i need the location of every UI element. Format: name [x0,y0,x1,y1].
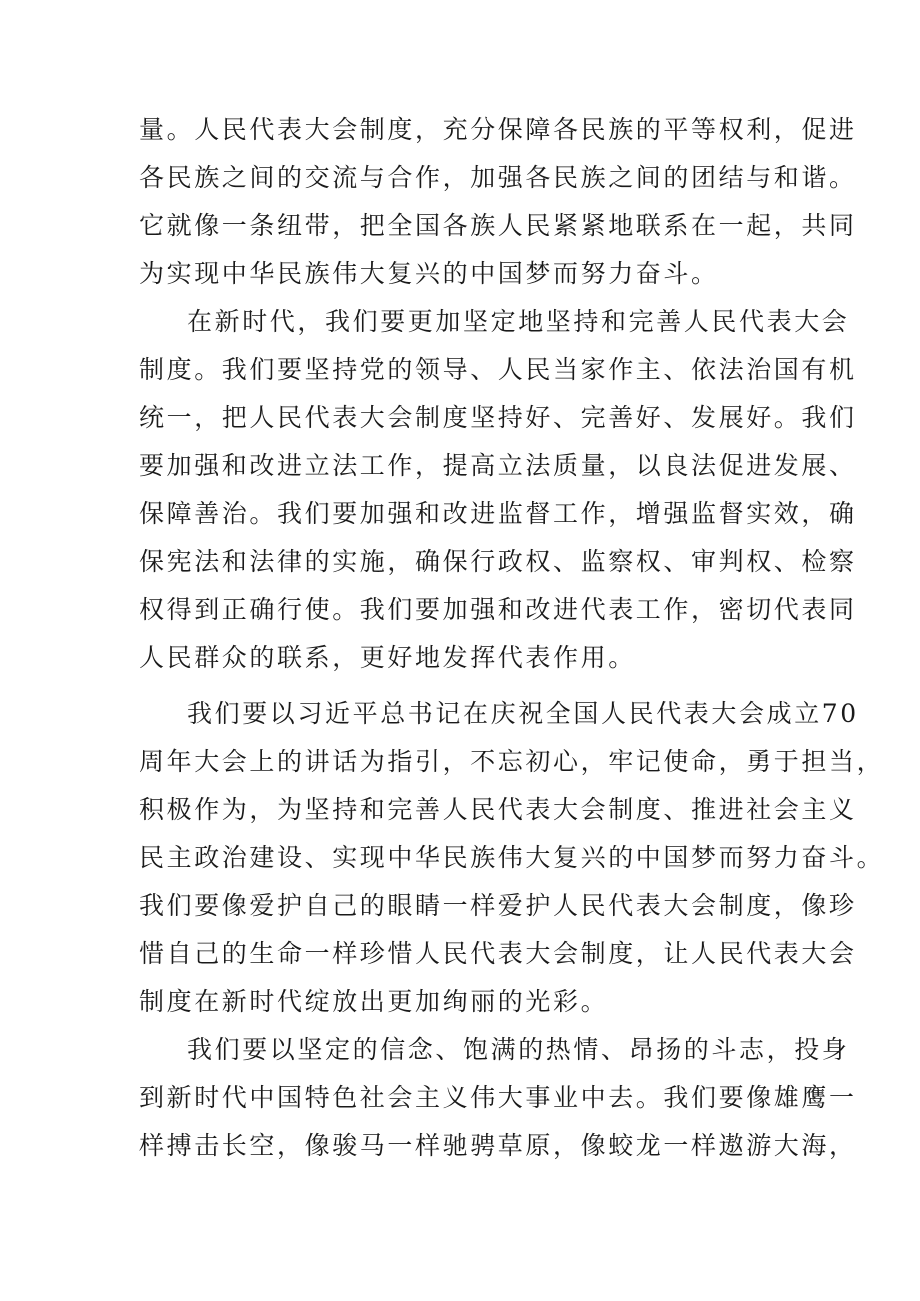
paragraph-3-line-2: 周年大会上的讲话为指引，不忘初心，牢记使命，勇于担当， [139,747,885,776]
paragraph-3-line-5: 我们要像爱护自己的眼睛一样爱护人民代表大会制度，像珍 [139,891,857,920]
paragraph-2-line-8: 人民群众的联系，更好地发挥代表作用。 [139,643,636,672]
paragraph-2-line-1: 在新时代，我们要更加坚定地坚持和完善人民代表大会 [187,307,850,336]
paragraph-1-line-1: 量。人民代表大会制度，充分保障各民族的平等权利，促进 [139,115,857,144]
paragraph-1-line-2: 各民族之间的交流与合作，加强各民族之间的团结与和谐。 [139,163,857,192]
paragraph-4-line-1: 我们要以坚定的信念、饱满的热情、昂扬的斗志，投身 [187,1035,850,1064]
paragraph-3-line-1: 我们要以习近平总书记在庆祝全国人民代表大会成立70 [187,699,859,728]
paragraph-2-line-7: 权得到正确行使。我们要加强和改进代表工作，密切代表同 [139,595,857,624]
paragraph-3-line-7: 制度在新时代绽放出更加绚丽的光彩。 [139,987,609,1016]
paragraph-4-line-2: 到新时代中国特色社会主义伟大事业中去。我们要像雄鹰一 [139,1083,857,1112]
paragraph-3-line-4: 民主政治建设、实现中华民族伟大复兴的中国梦而努力奋斗。 [139,843,885,872]
paragraph-2-line-3: 统一，把人民代表大会制度坚持好、完善好、发展好。我们 [139,403,857,432]
paragraph-2-line-4: 要加强和改进立法工作，提高立法质量，以良法促进发展、 [139,451,857,480]
paragraph-3-line-6: 惜自己的生命一样珍惜人民代表大会制度，让人民代表大会 [139,939,857,968]
paragraph-2-line-5: 保障善治。我们要加强和改进监督工作，增强监督实效，确 [139,499,857,528]
paragraph-1-line-4: 为实现中华民族伟大复兴的中国梦而努力奋斗。 [139,259,719,288]
paragraph-2-line-2: 制度。我们要坚持党的领导、人民当家作主、依法治国有机 [139,355,857,384]
paragraph-3-line-3: 积极作为，为坚持和完善人民代表大会制度、推进社会主义 [139,795,857,824]
paragraph-2-line-6: 保宪法和法律的实施，确保行政权、监察权、审判权、检察 [139,547,857,576]
paragraph-1-line-3: 它就像一条纽带，把全国各族人民紧紧地联系在一起，共同 [139,211,857,240]
paragraph-4-line-3: 样搏击长空，像骏马一样驰骋草原，像蛟龙一样遨游大海， [139,1131,857,1160]
